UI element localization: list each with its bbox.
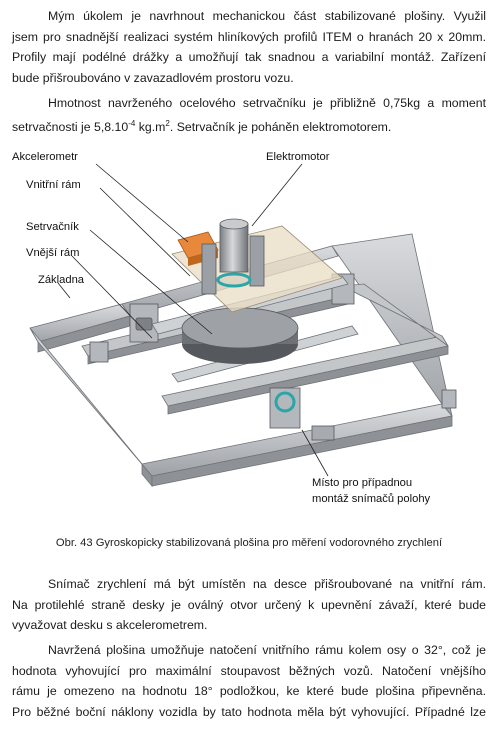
paragraph-flywheel — [12, 93, 486, 137]
label-accelerometer: Akcelerometr — [12, 151, 78, 163]
text-line: Na protilehlé straně desky je oválný otvor určený k upevnění závaží, které bude — [12, 597, 486, 612]
label-inner-frame: Vnitřní rám — [26, 179, 81, 191]
figure-caption: Obr. 43 Gyroskopicky stabilizovaná plošina pro měření vodorovného zrychlení — [55, 537, 443, 549]
label-sensor-mount: montáž snímačů polohy — [312, 493, 431, 505]
label-outer-frame: Vnější rám — [26, 247, 80, 259]
text-line: Navržená plošina umožňuje natočení vnitřního rámu kolem osy o 32°, což je — [48, 643, 486, 657]
exponent: -4 — [128, 118, 136, 128]
label-base: Základna — [38, 274, 85, 286]
paragraph-rotation — [12, 640, 486, 722]
text-line: Snímač zrychlení má být umístěn na desce přišroubované na vnitřní rám. — [48, 577, 486, 591]
text-fragment: kg.m — [135, 119, 166, 134]
text-line: bude přišroubováno v zavazadlovém prostoru vozu. — [12, 70, 294, 85]
paragraph-sensor — [12, 574, 486, 636]
text-line: jsem pro snadnější realizaci systém hliníkových profilů ITEM o hranách 20 x 20mm. — [12, 29, 486, 44]
text-line: vyvažovat desku s akcelerometrem. — [12, 618, 208, 633]
platform-figure — [12, 146, 486, 506]
text-line: rámu je omezeno na hodnotu 18° podložkou, ke které bude plošina připevněna. — [12, 684, 486, 699]
exponent: 2 — [165, 118, 170, 128]
text-line: Pro běžné boční náklony vozidla by tato hodnota měla být vyhovující. Případné lze — [12, 704, 486, 719]
paragraph-intro — [12, 6, 486, 88]
label-sensor-mount: Místo pro případnou — [312, 477, 413, 489]
text-fragment: . Setrvačník je poháněn elektromotorem. — [169, 119, 392, 134]
text-line: Hmotnost navrženého ocelového setrvačníku je přibližně 0,75kg a moment — [48, 96, 486, 110]
text-fragment: setrvačnosti je 5,8.10 — [12, 119, 129, 134]
label-electromotor: Elektromotor — [266, 151, 330, 163]
text-line: Mým úkolem je navrhnout mechanickou část stabilizované plošiny. Využil — [48, 9, 486, 23]
flywheel — [182, 308, 298, 364]
text-line: hodnota vyhovující pro maximální stoupavost běžných vozů. Natočení vnějšího — [12, 663, 486, 678]
text-line-inertia — [12, 114, 486, 138]
label-flywheel: Setrvačník — [26, 221, 79, 233]
text-line: Profily mají podélné drážky a umožňují tak snadnou a variabilní montáž. Zařízení — [12, 50, 486, 65]
